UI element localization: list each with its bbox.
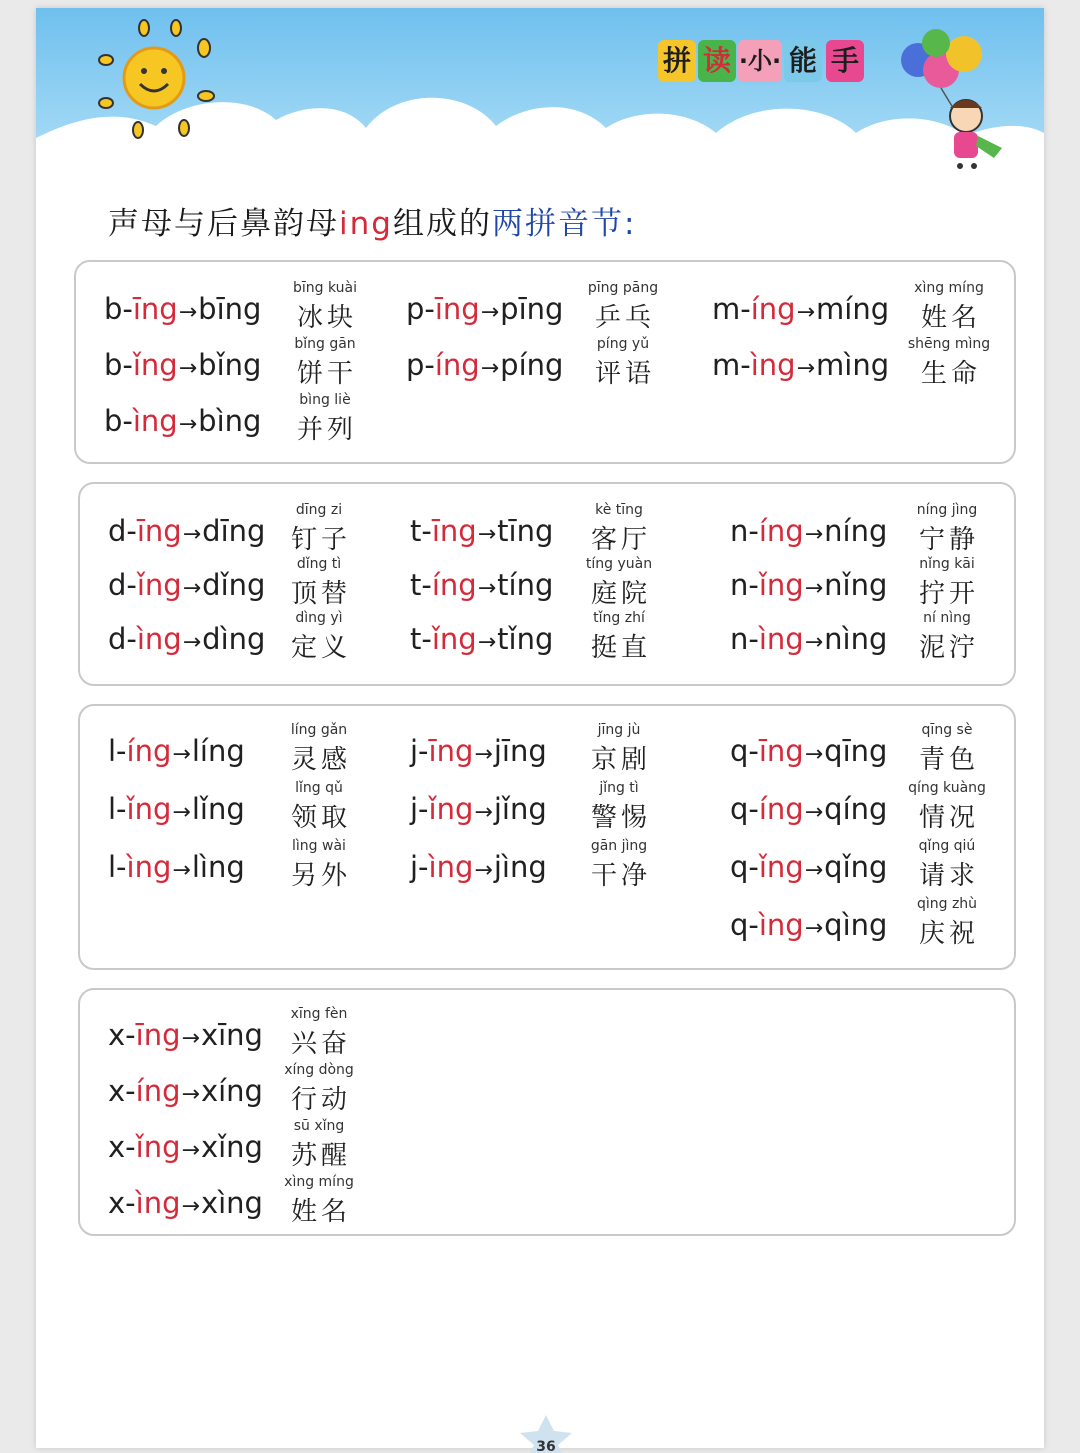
word-hanzi: 灵感: [290, 745, 351, 775]
initial: j-: [410, 850, 429, 884]
word-pinyin: lǐng qǔ: [295, 780, 343, 796]
syllable-spelling: [730, 792, 887, 826]
final-ing: ìng: [758, 622, 804, 656]
final-ing: ìng: [132, 404, 178, 438]
word-hanzi: 行动: [290, 1085, 351, 1115]
title-tile: 手: [826, 40, 864, 82]
word-hanzi: 乒乓: [594, 303, 655, 333]
final-ing: ìng: [135, 1186, 181, 1220]
initial: n-: [730, 568, 759, 602]
syllable-spelling: [108, 1130, 263, 1164]
header-banner: [36, 8, 1044, 188]
word-pinyin: dǐng tì: [296, 556, 342, 572]
arrow-icon: →: [172, 800, 191, 825]
final-ing: ìng: [758, 908, 804, 942]
initial: d-: [108, 622, 137, 656]
arrow-icon: →: [474, 742, 493, 767]
syllable-spelling: [108, 514, 265, 548]
arrow-icon: →: [804, 916, 824, 941]
initial: q-: [730, 734, 759, 768]
heading-text: 声母与后鼻韵母: [108, 206, 339, 242]
word-hanzi: 青色: [918, 745, 979, 775]
initial: n-: [730, 514, 759, 548]
syllable-spelling: [406, 348, 563, 382]
result-syllable: míng: [816, 292, 890, 326]
final-ing: īng: [758, 734, 804, 768]
arrow-icon: →: [181, 1082, 200, 1107]
word-hanzi: 顶替: [290, 579, 351, 609]
initial: p-: [406, 292, 435, 326]
word-pinyin: gān jìng: [590, 838, 648, 854]
initial: d-: [108, 514, 137, 548]
section-heading: [108, 198, 636, 243]
final-ing: íng: [434, 348, 480, 382]
result-syllable: píng: [500, 348, 564, 382]
final-ing: īng: [431, 514, 477, 548]
arrow-icon: →: [181, 1194, 200, 1219]
arrow-icon: →: [182, 522, 202, 547]
result-syllable: bǐng: [198, 348, 262, 382]
heading-highlight: 两拼音节:: [491, 206, 637, 242]
result-syllable: qíng: [824, 792, 888, 826]
word-hanzi: 拧开: [918, 579, 979, 609]
syllable-spelling: [730, 850, 887, 884]
word-hanzi: 钉子: [290, 525, 351, 555]
final-ing: ǐng: [126, 792, 172, 826]
arrow-icon: →: [178, 412, 198, 437]
word-pinyin: nǐng kāi: [919, 556, 975, 572]
arrow-icon: →: [182, 576, 202, 601]
syllable-spelling: [730, 568, 887, 602]
word-hanzi: 另外: [290, 861, 351, 891]
arrow-icon: →: [474, 800, 493, 825]
word-pinyin: tíng yuàn: [585, 556, 653, 572]
word-pinyin: qíng kuàng: [908, 780, 986, 796]
word-pinyin: bīng kuài: [292, 280, 357, 296]
result-syllable: pīng: [500, 292, 564, 326]
result-syllable: níng: [824, 514, 888, 548]
initial: b-: [104, 292, 133, 326]
syllable-spelling: [730, 622, 887, 656]
syllable-spelling: [108, 734, 245, 768]
arrow-icon: →: [804, 800, 824, 825]
result-syllable: xíng: [200, 1074, 263, 1108]
word-pinyin: píng yǔ: [596, 336, 650, 352]
word-pinyin: kè tīng: [595, 502, 643, 518]
heading-text: 组成的: [392, 206, 492, 242]
syllable-spelling: [730, 734, 887, 768]
result-syllable: qǐng: [824, 850, 888, 884]
initial: t-: [410, 514, 432, 548]
word-pinyin: qìng zhù: [916, 896, 978, 912]
word-pinyin: qīng sè: [921, 722, 973, 738]
word-hanzi: 冰块: [296, 303, 357, 333]
arrow-icon: →: [172, 742, 191, 767]
result-syllable: nìng: [824, 622, 888, 656]
result-syllable: mìng: [816, 348, 890, 382]
final-ing: ǐng: [758, 568, 804, 602]
result-syllable: tíng: [497, 568, 554, 602]
initial: m-: [712, 348, 751, 382]
result-syllable: bīng: [198, 292, 262, 326]
initial: q-: [730, 908, 759, 942]
word-hanzi: 评语: [594, 359, 655, 389]
final-ing: ǐng: [758, 850, 804, 884]
initial: j-: [410, 734, 429, 768]
result-syllable: lǐng: [191, 792, 245, 826]
arrow-icon: →: [804, 742, 824, 767]
arrow-icon: →: [182, 630, 202, 655]
syllable-spelling: [410, 568, 553, 602]
syllable-spelling: [104, 348, 261, 382]
initial: q-: [730, 792, 759, 826]
word-hanzi: 定义: [290, 633, 351, 663]
title-tile: ·小·: [738, 40, 782, 82]
syllable-spelling: [712, 292, 889, 326]
initial: x-: [108, 1186, 136, 1220]
final-ing: ǐng: [135, 1130, 181, 1164]
final-ing: īng: [136, 514, 182, 548]
syllable-spelling: [108, 568, 265, 602]
syllable-spelling: [108, 850, 245, 884]
word-pinyin: dīng zi: [295, 502, 343, 518]
word-hanzi: 挺直: [590, 633, 651, 663]
initial: x-: [108, 1130, 136, 1164]
textbook-page: [36, 8, 1044, 1453]
word-hanzi: 并列: [296, 415, 357, 445]
word-pinyin: sū xǐng: [293, 1118, 345, 1134]
result-syllable: nǐng: [824, 568, 888, 602]
final-ing: ǐng: [428, 792, 474, 826]
arrow-icon: →: [178, 300, 198, 325]
word-hanzi: 庆祝: [918, 919, 979, 949]
result-syllable: dīng: [202, 514, 266, 548]
page-number-star: [506, 1413, 586, 1453]
result-syllable: dǐng: [202, 568, 266, 602]
final-ing: īng: [434, 292, 480, 326]
word-pinyin: níng jìng: [916, 502, 978, 518]
result-syllable: tīng: [497, 514, 554, 548]
word-pinyin: tǐng zhí: [593, 610, 645, 626]
arrow-icon: →: [477, 576, 497, 601]
syllable-spelling: [730, 514, 887, 548]
title-tile: 拼: [658, 40, 696, 82]
word-pinyin: jǐng tì: [599, 780, 639, 796]
syllable-spelling: [108, 1074, 263, 1108]
initial: p-: [406, 348, 435, 382]
syllable-spelling: [406, 292, 563, 326]
initial: l-: [108, 850, 127, 884]
initial: t-: [410, 622, 432, 656]
word-hanzi: 生命: [920, 359, 981, 389]
arrow-icon: →: [804, 858, 824, 883]
result-syllable: jìng: [493, 850, 547, 884]
page-number: 36: [536, 1439, 556, 1453]
arrow-icon: →: [804, 522, 824, 547]
result-syllable: jǐng: [493, 792, 547, 826]
word-hanzi: 姓名: [920, 303, 981, 333]
syllable-spelling: [104, 404, 261, 438]
final-ing: íng: [750, 292, 796, 326]
word-hanzi: 客厅: [590, 525, 651, 555]
word-hanzi: 兴奋: [290, 1029, 351, 1059]
word-hanzi: 苏醒: [290, 1141, 351, 1171]
word-hanzi: 泥泞: [918, 633, 979, 663]
result-syllable: bìng: [198, 404, 262, 438]
word-pinyin: xìng míng: [914, 280, 984, 296]
final-ing: íng: [135, 1074, 181, 1108]
word-pinyin: xíng dòng: [284, 1062, 354, 1078]
syllable-spelling: [712, 348, 889, 382]
final-ing: ìng: [750, 348, 796, 382]
initial: d-: [108, 568, 137, 602]
final-ing: íng: [758, 792, 804, 826]
word-pinyin: xìng míng: [284, 1174, 354, 1190]
final-ing: ìng: [136, 622, 182, 656]
final-ing: īng: [135, 1018, 181, 1052]
arrow-icon: →: [178, 356, 198, 381]
syllable-spelling: [410, 850, 547, 884]
arrow-icon: →: [181, 1026, 200, 1051]
word-pinyin: shēng mìng: [907, 336, 991, 352]
word-pinyin: xīng fèn: [290, 1006, 348, 1022]
word-pinyin: pīng pāng: [587, 280, 659, 296]
word-hanzi: 警惕: [590, 803, 651, 833]
word-hanzi: 宁静: [918, 525, 979, 555]
arrow-icon: →: [477, 630, 497, 655]
word-hanzi: 饼干: [296, 359, 357, 389]
initial: j-: [410, 792, 429, 826]
result-syllable: lìng: [191, 850, 245, 884]
final-ing: ǐng: [132, 348, 178, 382]
arrow-icon: →: [796, 300, 816, 325]
arrow-icon: →: [474, 858, 493, 883]
heading-ing: ing: [339, 206, 393, 242]
result-syllable: xīng: [200, 1018, 263, 1052]
title-tile: 读: [698, 40, 736, 82]
word-pinyin: dìng yì: [295, 610, 343, 626]
word-hanzi: 情况: [918, 803, 979, 833]
result-syllable: tǐng: [497, 622, 554, 656]
final-ing: ǐng: [431, 622, 477, 656]
title-tile: 能: [784, 40, 822, 82]
word-pinyin: lìng wài: [292, 838, 346, 854]
final-ing: īng: [428, 734, 474, 768]
final-ing: ìng: [428, 850, 474, 884]
word-pinyin: bìng liè: [299, 392, 351, 408]
result-syllable: jīng: [493, 734, 547, 768]
final-ing: ìng: [126, 850, 172, 884]
syllable-spelling: [104, 292, 261, 326]
word-hanzi: 请求: [918, 861, 979, 891]
word-hanzi: 庭院: [590, 579, 651, 609]
word-hanzi: 领取: [290, 803, 351, 833]
initial: x-: [108, 1074, 136, 1108]
arrow-icon: →: [477, 522, 497, 547]
result-syllable: qìng: [824, 908, 888, 942]
initial: x-: [108, 1018, 136, 1052]
result-syllable: xǐng: [200, 1130, 263, 1164]
initial: n-: [730, 622, 759, 656]
initial: b-: [104, 348, 133, 382]
arrow-icon: →: [804, 630, 824, 655]
initial: t-: [410, 568, 432, 602]
arrow-icon: →: [480, 300, 500, 325]
syllable-spelling: [410, 792, 547, 826]
syllable-spelling: [730, 908, 887, 942]
arrow-icon: →: [480, 356, 500, 381]
word-hanzi: 京剧: [590, 745, 651, 775]
word-pinyin: bǐng gān: [294, 336, 356, 352]
word-hanzi: 姓名: [290, 1197, 351, 1227]
word-pinyin: qǐng qiú: [918, 838, 976, 854]
result-syllable: líng: [191, 734, 245, 768]
initial: m-: [712, 292, 751, 326]
arrow-icon: →: [181, 1138, 200, 1163]
syllable-spelling: [410, 622, 553, 656]
final-ing: íng: [758, 514, 804, 548]
syllable-spelling: [410, 734, 547, 768]
final-ing: íng: [126, 734, 172, 768]
arrow-icon: →: [796, 356, 816, 381]
word-pinyin: jīng jù: [597, 722, 641, 738]
result-syllable: xìng: [200, 1186, 263, 1220]
syllable-spelling: [108, 622, 265, 656]
initial: l-: [108, 792, 127, 826]
syllable-spelling: [108, 792, 245, 826]
word-pinyin: ní nìng: [923, 610, 971, 626]
syllable-spelling: [108, 1186, 263, 1220]
result-syllable: dìng: [202, 622, 266, 656]
arrow-icon: →: [804, 576, 824, 601]
word-pinyin: líng gǎn: [290, 722, 348, 738]
final-ing: íng: [431, 568, 477, 602]
syllable-spelling: [410, 514, 553, 548]
final-ing: ǐng: [136, 568, 182, 602]
result-syllable: qīng: [824, 734, 888, 768]
arrow-icon: →: [172, 858, 191, 883]
syllable-spelling: [108, 1018, 263, 1052]
initial: b-: [104, 404, 133, 438]
initial: q-: [730, 850, 759, 884]
word-hanzi: 干净: [590, 861, 651, 891]
initial: l-: [108, 734, 127, 768]
final-ing: īng: [132, 292, 178, 326]
